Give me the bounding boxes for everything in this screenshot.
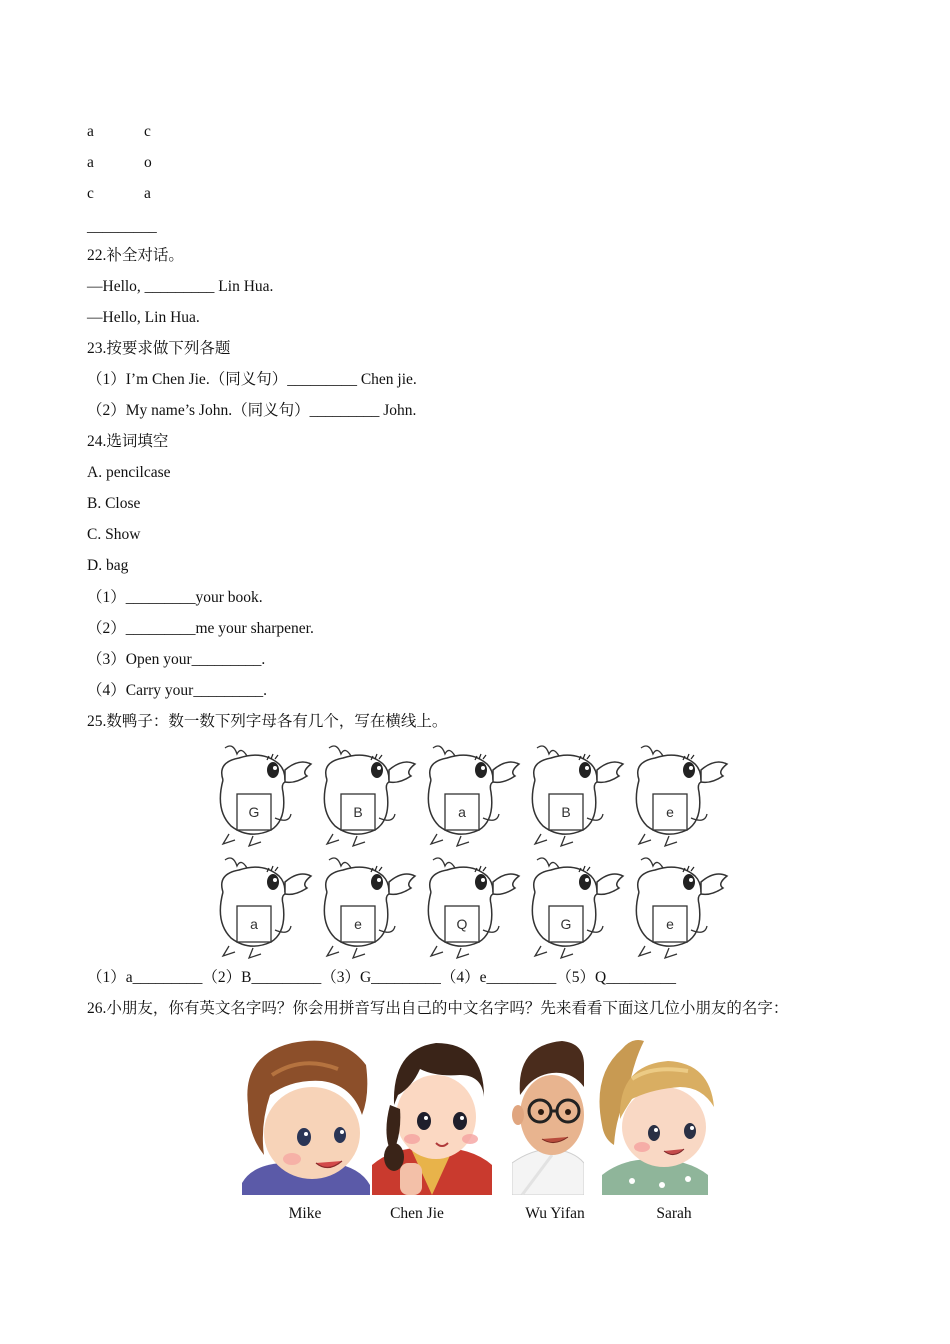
question-25-title: 25.数鸭子：数一数下列字母各有几个，写在横线上。	[87, 713, 448, 730]
duck-letter: a	[458, 804, 466, 820]
duck-letter: G	[560, 916, 572, 932]
question-item: （2）_________me your sharpener.	[87, 620, 314, 637]
question-item: （4）Carry your_________.	[87, 682, 267, 699]
letter-left: a	[87, 123, 94, 140]
duck-card	[319, 740, 417, 848]
duck-card	[631, 740, 729, 848]
kid-portrait-sarah	[592, 1035, 714, 1195]
letter-left: c	[87, 185, 94, 202]
boy-avatar-icon	[242, 1035, 370, 1195]
duck-letter: e	[666, 804, 674, 820]
duck-count-answers: （1）a_________（2）B_________（3）G_________（4）e_________（5）Q_________	[87, 969, 676, 986]
girl-ponytail-avatar-icon	[592, 1035, 714, 1195]
duck-icon	[527, 740, 625, 848]
letter-right: o	[144, 154, 152, 171]
duck-letter: B	[353, 804, 363, 820]
kid-name-label: Wu Yifan	[525, 1205, 585, 1222]
kids-portraits	[240, 1035, 720, 1235]
duck-card	[423, 740, 521, 848]
letter-right: c	[144, 123, 151, 140]
kid-portrait-wu-yifan	[512, 1035, 584, 1195]
kid-portrait-chen-jie	[372, 1035, 492, 1195]
question-item: （3）Open your_________.	[87, 651, 266, 668]
question-item: （1）_________your book.	[87, 589, 263, 606]
option-b: B. Close	[87, 495, 141, 512]
girl-avatar-icon	[372, 1035, 492, 1195]
duck-icon	[215, 852, 313, 960]
kid-portrait-mike	[242, 1035, 370, 1195]
duck-icon	[319, 852, 417, 960]
option-a: A. pencilcase	[87, 464, 171, 481]
duck-card	[631, 852, 729, 960]
duck-letter: B	[561, 804, 571, 820]
dialogue-line: —Hello, Lin Hua.	[87, 309, 200, 326]
duck-letter: Q	[456, 916, 468, 932]
duck-letter: a	[250, 916, 258, 932]
duck-card	[527, 852, 625, 960]
question-item: （2）My name’s John.（同义句）_________ John.	[87, 402, 417, 419]
duck-card	[319, 852, 417, 960]
question-26-title: 26.小朋友，你有英文名字吗？你会用拼音写出自己的中文名字吗？先来看看下面这几位小朋友的名字：	[87, 1000, 789, 1017]
duck-letter: e	[354, 916, 362, 932]
letter-left: a	[87, 154, 94, 171]
duck-icon	[423, 740, 521, 848]
duck-card	[215, 852, 313, 960]
boy-glasses-avatar-icon	[512, 1035, 584, 1195]
answer-blank: _________	[87, 218, 157, 235]
duck-icon	[215, 740, 313, 848]
duck-icon	[319, 740, 417, 848]
question-24-title: 24.选词填空	[87, 433, 169, 450]
question-23-title: 23.按要求做下列各题	[87, 340, 231, 357]
letter-right: a	[144, 185, 151, 202]
duck-icon	[527, 852, 625, 960]
duck-icon	[423, 852, 521, 960]
option-c: C. Show	[87, 526, 141, 543]
duck-card	[527, 740, 625, 848]
kid-name-label: Chen Jie	[390, 1205, 444, 1222]
question-22-title: 22.补全对话。	[87, 247, 184, 264]
duck-card	[215, 740, 313, 848]
duck-icon	[631, 852, 729, 960]
option-d: D. bag	[87, 557, 129, 574]
kid-name-label: Sarah	[656, 1205, 692, 1222]
kid-name-label: Mike	[288, 1205, 322, 1222]
duck-card	[423, 852, 521, 960]
duck-letter: G	[248, 804, 260, 820]
duck-grid	[215, 740, 735, 960]
dialogue-line: —Hello, _________ Lin Hua.	[87, 278, 274, 295]
duck-icon	[631, 740, 729, 848]
question-item: （1）I’m Chen Jie.（同义句）_________ Chen jie.	[87, 371, 417, 388]
duck-letter: e	[666, 916, 674, 932]
